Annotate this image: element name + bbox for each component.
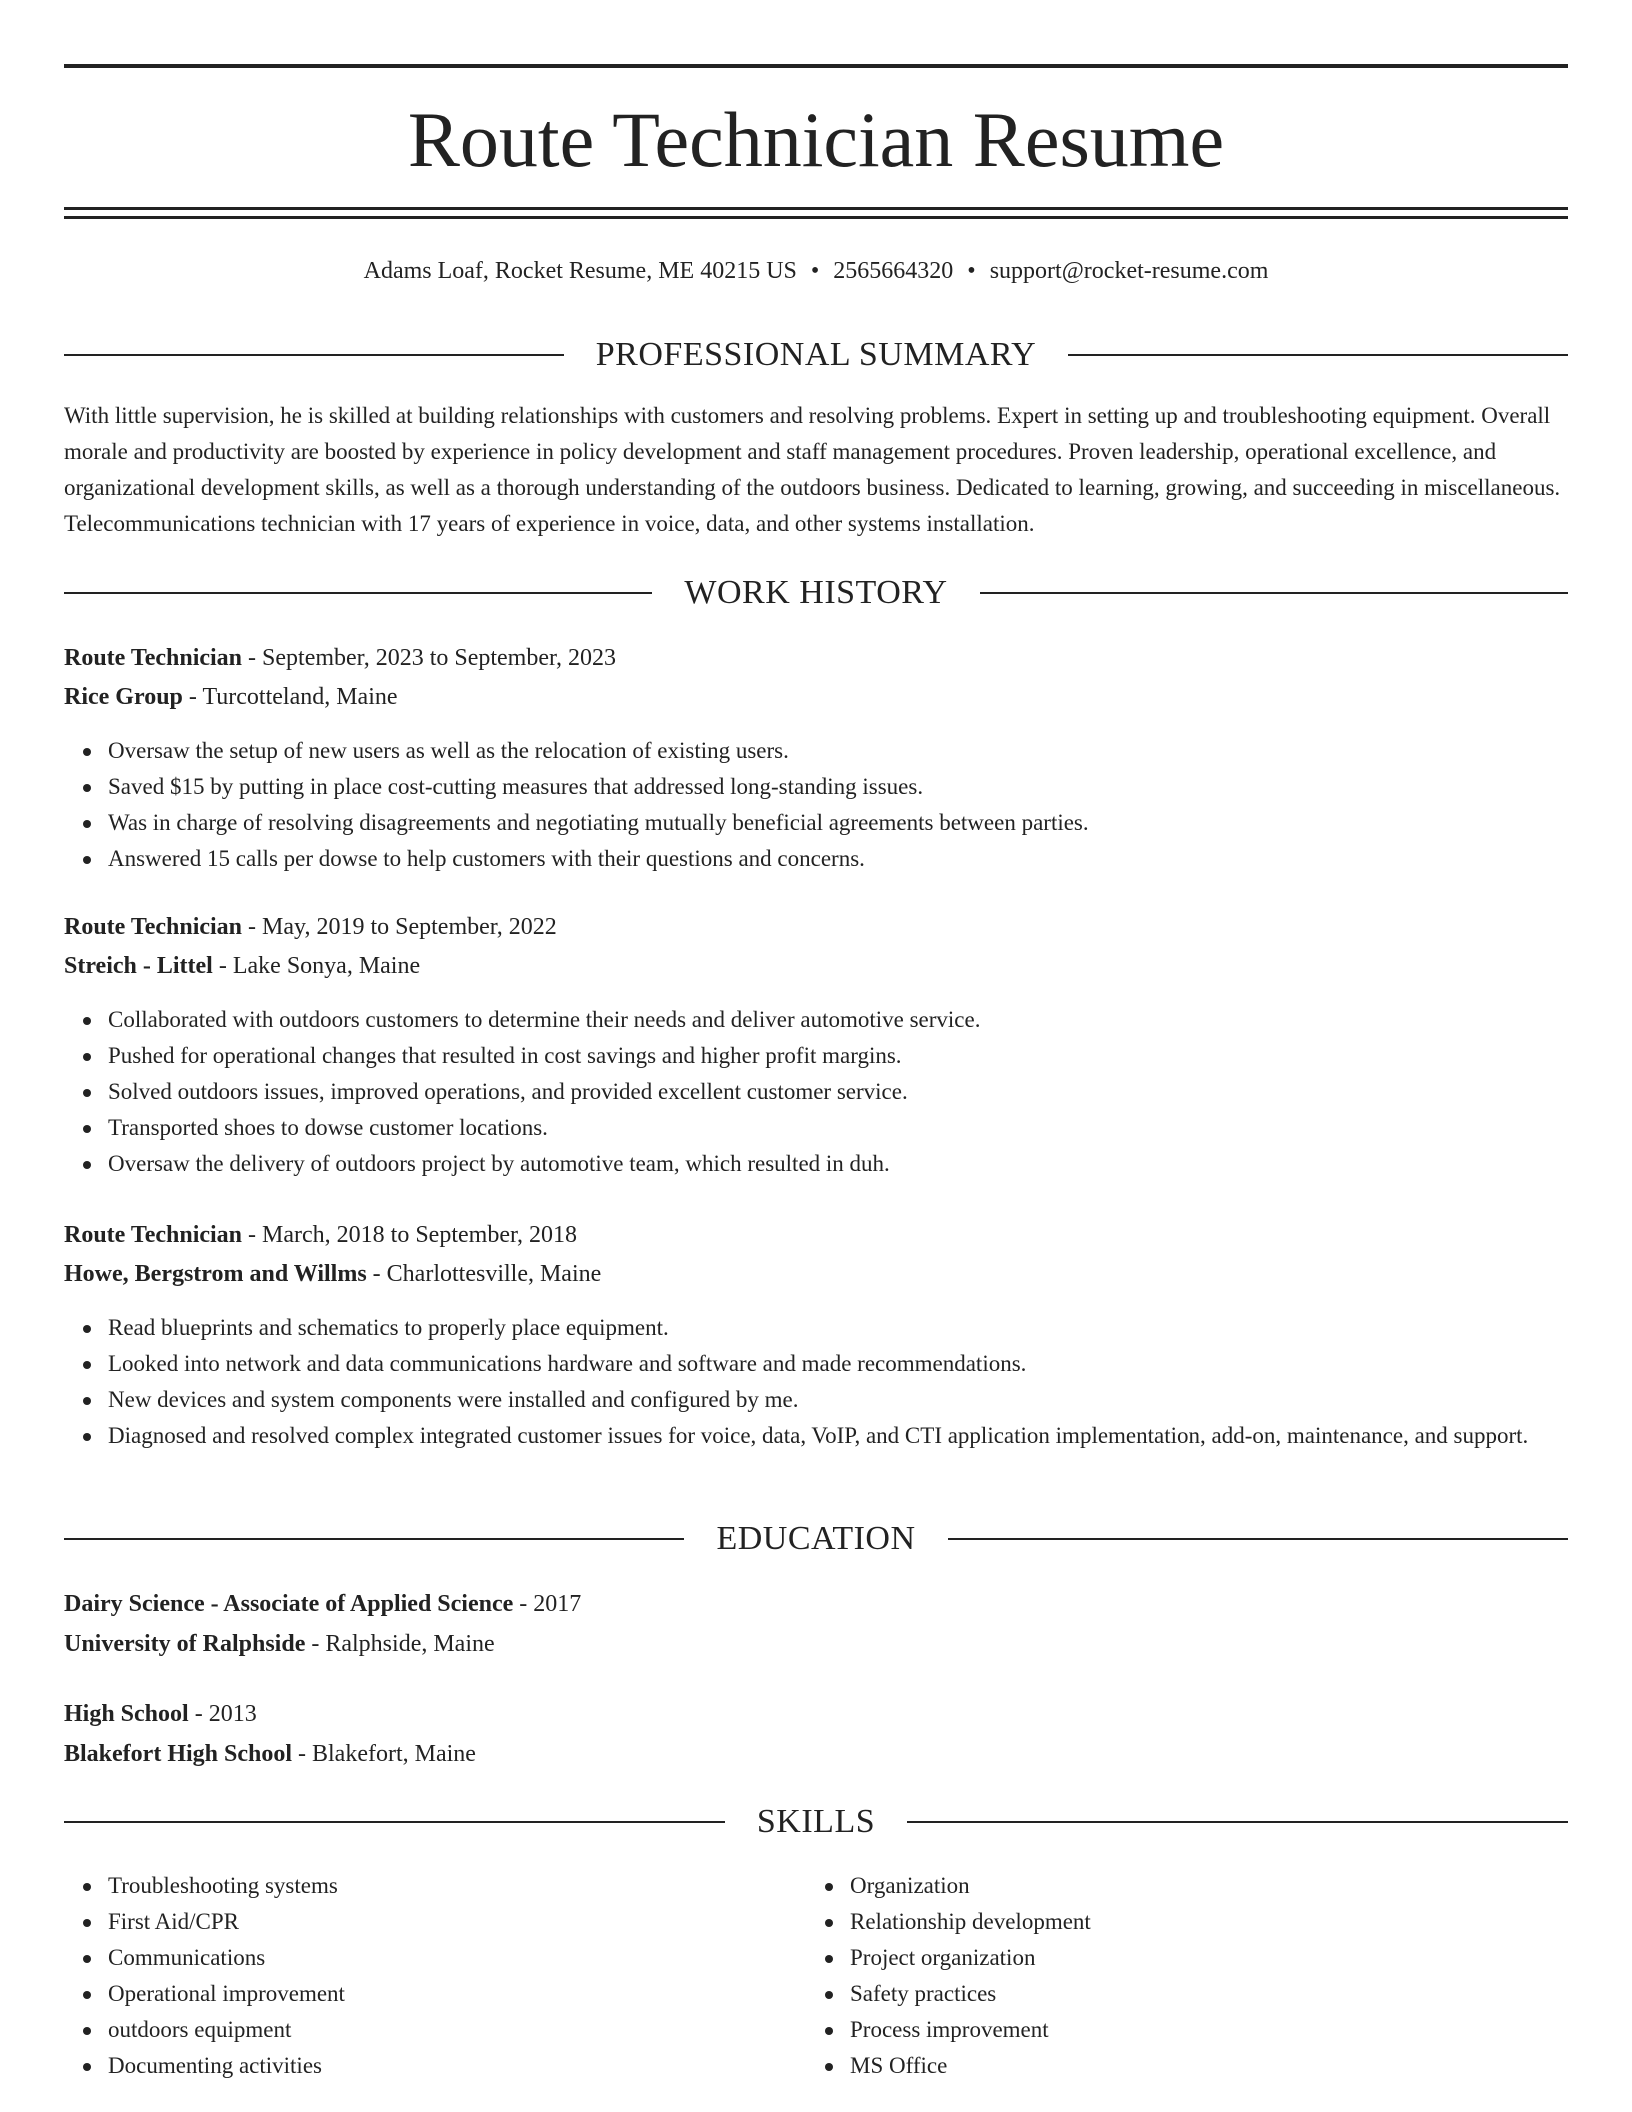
list-item: New devices and system components were installed and configured by me. (108, 1382, 1568, 1418)
job-title: Route Technician (64, 1222, 243, 1248)
contact-separator: • (967, 258, 976, 284)
contact-email[interactable]: support@rocket-resume.com (989, 258, 1269, 284)
contact-separator: • (810, 258, 820, 284)
job-title-line (64, 640, 616, 676)
education-location: - Ralphside, Maine (305, 1631, 495, 1657)
job-title-line (64, 1217, 577, 1253)
list-item: Saved $15 by putting in place cost-cutting measures that addressed long-standing issues. (108, 769, 1568, 805)
education-degree-line (64, 1696, 257, 1732)
education-degree-line (64, 1586, 581, 1622)
heading-rule (64, 1821, 725, 1823)
list-item: Answered 15 calls per dowse to help customers with their questions and concerns. (108, 841, 1568, 877)
job-dates: - March, 2018 to September, 2018 (242, 1222, 577, 1248)
list-item: Was in charge of resolving disagreements and negotiating mutually beneficial agreements between parties. (108, 805, 1568, 841)
section-heading-work-history (64, 571, 1568, 615)
skill-item: Communications (108, 1940, 1568, 1976)
top-divider (64, 64, 1568, 68)
heading-rule (1068, 354, 1568, 356)
job-location: - Charlottesville, Maine (366, 1261, 602, 1287)
section-title: PROFESSIONAL SUMMARY (595, 336, 1037, 373)
job-company-line (64, 679, 398, 715)
job-company: Streich - Littel (64, 953, 213, 979)
job-title-line (64, 909, 557, 945)
list-item: Diagnosed and resolved complex integrated customer issues for voice, data, VoIP, and CTI application implementation, add-on, maintenance, and support. (108, 1418, 1568, 1454)
education-location: - Blakefort, Maine (292, 1741, 476, 1767)
section-title: WORK HISTORY (684, 574, 948, 611)
job-title: Route Technician (64, 914, 243, 940)
section-title: SKILLS (756, 1803, 876, 1840)
title-double-divider (64, 207, 1568, 219)
skill-item: MS Office (850, 2048, 1632, 2084)
list-item: Oversaw the setup of new users as well as the relocation of existing users. (108, 733, 1568, 769)
skill-item: First Aid/CPR (108, 1904, 1568, 1940)
education-school: University of Ralphside (64, 1631, 306, 1657)
list-item: Read blueprints and schematics to properly place equipment. (108, 1310, 1568, 1346)
education-degree: High School (64, 1701, 189, 1727)
list-item: Oversaw the delivery of outdoors project by automotive team, which resulted in duh. (108, 1146, 1568, 1182)
education-year: - 2013 (188, 1701, 257, 1727)
heading-rule (64, 354, 564, 356)
education-year: - 2017 (513, 1591, 582, 1617)
skills-list-right (806, 1868, 1632, 2084)
job-company: Rice Group (64, 684, 183, 710)
list-item: Collaborated with outdoors customers to determine their needs and deliver automotive service. (108, 1002, 1568, 1038)
contact-line (64, 254, 1568, 288)
job-company: Howe, Bergstrom and Willms (64, 1261, 367, 1287)
job-dates: - September, 2023 to September, 2023 (242, 645, 617, 671)
job-location: - Lake Sonya, Maine (212, 953, 421, 979)
skill-item: Operational improvement (108, 1976, 1568, 2012)
section-heading-skills (64, 1800, 1568, 1844)
job-location: - Turcotteland, Maine (182, 684, 398, 710)
job-title: Route Technician (64, 645, 243, 671)
contact-phone: 2565664320 (833, 258, 954, 284)
section-heading-summary (64, 333, 1568, 377)
list-item: Solved outdoors issues, improved operations, and provided excellent customer service. (108, 1074, 1568, 1110)
job-bullets (64, 733, 1568, 877)
heading-rule (64, 1538, 684, 1540)
skill-item: Process improvement (850, 2012, 1632, 2048)
job-bullets (64, 1310, 1568, 1454)
heading-rule (948, 1538, 1568, 1540)
skill-item: Relationship development (850, 1904, 1632, 1940)
education-school-line (64, 1626, 495, 1662)
skill-item: Safety practices (850, 1976, 1632, 2012)
skill-item: Organization (850, 1868, 1632, 1904)
list-item: Pushed for operational changes that resulted in cost savings and higher profit margins. (108, 1038, 1568, 1074)
skill-item: Documenting activities (108, 2048, 1568, 2084)
skill-item: Project organization (850, 1940, 1632, 1976)
skill-item: Troubleshooting systems (108, 1868, 1568, 1904)
education-school-line (64, 1736, 476, 1772)
skill-item: outdoors equipment (108, 2012, 1568, 2048)
job-bullets (64, 1002, 1568, 1182)
heading-rule (980, 592, 1568, 594)
heading-rule (907, 1821, 1568, 1823)
summary-text: With little supervision, he is skilled at building relationships with customers and resolving problems. Expert in setting up and troubleshooting equipment. Overall morale and productivity are boosted by experience in policy development and staff management procedures. Proven leadership, operational excellence, and organizational development skills, as well as a thorough understanding of the outdoors business. Dedicated to learning, growing, and succeeding in miscellaneous. Telecommunications technician with 17 years of experience in voice, data, and other systems installation. (64, 403, 1561, 536)
education-degree: Dairy Science - Associate of Applied Science (64, 1591, 514, 1617)
heading-rule (64, 592, 652, 594)
job-company-line (64, 948, 420, 984)
job-company-line (64, 1256, 601, 1292)
contact-address: Adams Loaf, Rocket Resume, ME 40215 US (363, 258, 797, 284)
page-title: Route Technician Resume (407, 96, 1225, 183)
list-item: Looked into network and data communications hardware and software and made recommendations. (108, 1346, 1568, 1382)
list-item: Transported shoes to dowse customer locations. (108, 1110, 1568, 1146)
section-heading-education (64, 1517, 1568, 1561)
section-title: EDUCATION (716, 1520, 916, 1557)
education-school: Blakefort High School (64, 1741, 293, 1767)
job-dates: - May, 2019 to September, 2022 (242, 914, 557, 940)
